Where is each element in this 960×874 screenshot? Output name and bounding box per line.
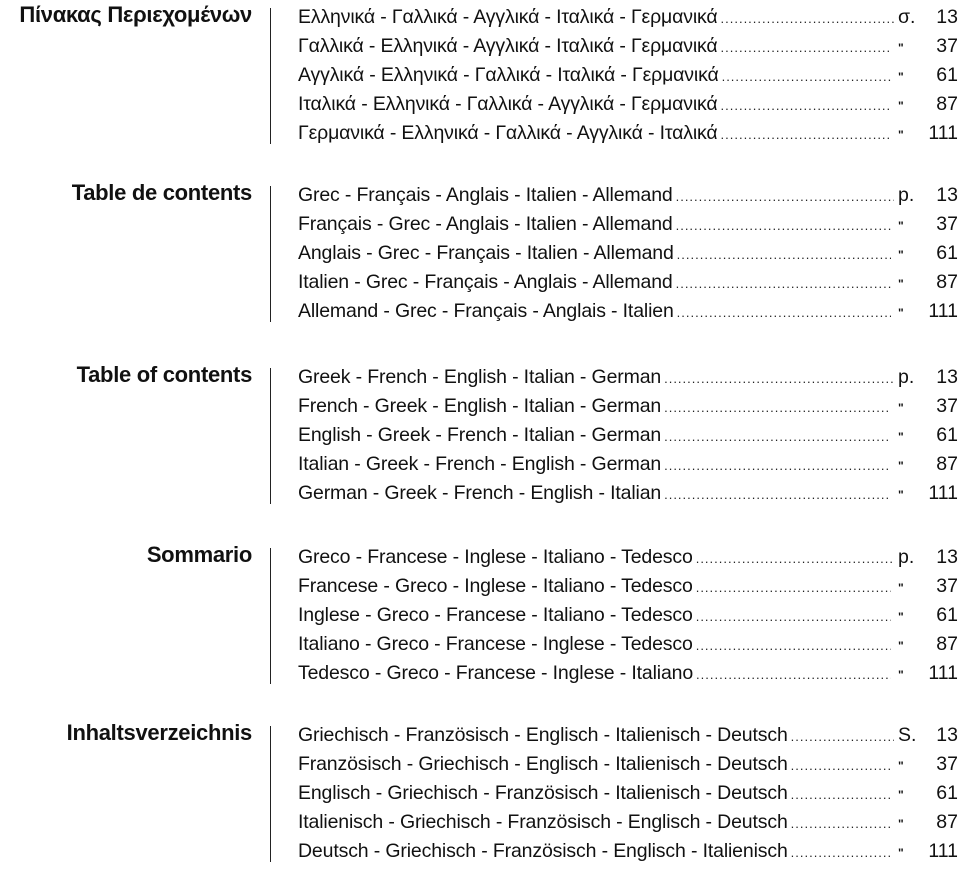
toc-entry[interactable] (298, 453, 958, 482)
page-number: 37 (936, 35, 958, 57)
dot-leader (664, 397, 891, 419)
section-heading: Inhaltsverzeichnis (66, 720, 252, 745)
entry-title: Ελληνικά - Γαλλικά - Αγγλικά - Ιταλικά - Γερμανικά (298, 6, 718, 28)
section-heading: Πίνακας Περιεχομένων (19, 2, 252, 27)
page-number: 13 (936, 546, 958, 568)
dot-leader (791, 784, 891, 806)
toc-entry[interactable] (298, 424, 958, 453)
toc-entry[interactable] (298, 546, 958, 575)
entry-title: Tedesco - Greco - Francese - Inglese - Italiano (298, 662, 694, 684)
page-number: 111 (928, 840, 958, 862)
ditto-mark: " (898, 459, 904, 473)
dot-leader (721, 37, 891, 59)
toc-entry[interactable] (298, 633, 958, 662)
entry-title: Ιταλικά - Ελληνικά - Γαλλικά - Αγγλικά - Γερμανικά (298, 93, 718, 115)
ditto-mark: " (898, 219, 904, 233)
toc-entry[interactable] (298, 482, 958, 511)
dot-leader (721, 8, 894, 30)
page-number: 111 (928, 482, 958, 504)
entry-title: Italien - Grec - Français - Anglais - Allemand (298, 271, 673, 293)
vertical-divider (270, 548, 271, 684)
page-prefix: S. (898, 724, 917, 746)
ditto-mark: " (898, 759, 904, 773)
dot-leader (676, 273, 891, 295)
page-prefix: p. (898, 366, 915, 388)
page-number: 87 (936, 453, 958, 475)
page-number: 61 (936, 242, 958, 264)
page-prefix: p. (898, 184, 915, 206)
ditto-mark: " (898, 610, 904, 624)
ditto-mark: " (898, 70, 904, 84)
entry-list (298, 366, 958, 511)
toc-entry[interactable] (298, 35, 958, 64)
toc-entry[interactable] (298, 93, 958, 122)
vertical-divider (270, 186, 271, 322)
ditto-mark: " (898, 99, 904, 113)
entry-title: Αγγλικά - Ελληνικά - Γαλλικά - Ιταλικά - Γερμανικά (298, 64, 719, 86)
dot-leader (722, 66, 891, 88)
entry-title: Greek - French - English - Italian - German (298, 366, 662, 388)
page-number: 87 (936, 633, 958, 655)
page-number: 37 (936, 753, 958, 775)
entry-title: Italiano - Greco - Francese - Inglese - Tedesco (298, 633, 693, 655)
page-number: 61 (936, 604, 958, 626)
toc-entry[interactable] (298, 662, 958, 691)
toc-entry[interactable] (298, 122, 958, 151)
toc-entry[interactable] (298, 64, 958, 93)
page-prefix: p. (898, 546, 915, 568)
ditto-mark: " (898, 581, 904, 595)
dot-leader (676, 186, 894, 208)
toc-entry[interactable] (298, 184, 958, 213)
entry-list (298, 6, 958, 151)
ditto-mark: " (898, 401, 904, 415)
ditto-mark: " (898, 817, 904, 831)
dot-leader (696, 635, 891, 657)
dot-leader (664, 426, 891, 448)
toc-section-italian (0, 542, 960, 696)
toc-section-english (0, 362, 960, 516)
page-number: 37 (936, 575, 958, 597)
entry-title: Französisch - Griechisch - Englisch - Italienisch - Deutsch (298, 753, 788, 775)
vertical-divider (270, 726, 271, 862)
page-number: 61 (936, 64, 958, 86)
vertical-divider (270, 8, 271, 144)
ditto-mark: " (898, 306, 904, 320)
page-number: 13 (936, 724, 958, 746)
entry-title: Italian - Greek - French - English - German (298, 453, 662, 475)
toc-entry[interactable] (298, 366, 958, 395)
page-number: 37 (936, 213, 958, 235)
dot-leader (696, 577, 891, 599)
entry-list (298, 546, 958, 691)
ditto-mark: " (898, 846, 904, 860)
dot-leader (664, 368, 894, 390)
entry-title: French - Greek - English - Italian - German (298, 395, 662, 417)
toc-entry[interactable] (298, 782, 958, 811)
dot-leader (696, 548, 894, 570)
toc-entry[interactable] (298, 300, 958, 329)
ditto-mark: " (898, 248, 904, 262)
page-number: 61 (936, 424, 958, 446)
dot-leader (721, 124, 891, 146)
entry-title: Francese - Greco - Inglese - Italiano - Tedesco (298, 575, 693, 597)
toc-entry[interactable] (298, 575, 958, 604)
dot-leader (791, 842, 891, 864)
ditto-mark: " (898, 639, 904, 653)
toc-entry[interactable] (298, 811, 958, 840)
toc-entry[interactable] (298, 724, 958, 753)
toc-entry[interactable] (298, 242, 958, 271)
dot-leader (677, 244, 891, 266)
entry-title: Grec - Français - Anglais - Italien - Allemand (298, 184, 673, 206)
entry-title: Italienisch - Griechisch - Französisch - Englisch - Deutsch (298, 811, 788, 833)
dot-leader (721, 95, 891, 117)
entry-title: Français - Grec - Anglais - Italien - Allemand (298, 213, 673, 235)
ditto-mark: " (898, 668, 904, 682)
page-number: 87 (936, 271, 958, 293)
entry-title: Englisch - Griechisch - Französisch - Italienisch - Deutsch (298, 782, 788, 804)
entry-title: Allemand - Grec - Français - Anglais - Italien (298, 300, 674, 322)
dot-leader (676, 215, 891, 237)
toc-entry[interactable] (298, 395, 958, 424)
ditto-mark: " (898, 430, 904, 444)
entry-title: German - Greek - French - English - Italian (298, 482, 662, 504)
toc-entry[interactable] (298, 604, 958, 633)
section-heading: Table of contents (76, 362, 252, 387)
toc-entry[interactable] (298, 213, 958, 242)
page-number: 111 (928, 662, 958, 684)
dot-leader (664, 455, 891, 477)
section-heading: Sommario (146, 542, 252, 567)
dot-leader (791, 755, 891, 777)
ditto-mark: " (898, 128, 904, 142)
page-prefix: σ. (898, 6, 916, 28)
toc-entry[interactable] (298, 6, 958, 35)
entry-title: Anglais - Grec - Français - Italien - Allemand (298, 242, 674, 264)
section-heading: Table de contents (71, 180, 252, 205)
entry-title: Griechisch - Französisch - Englisch - Italienisch - Deutsch (298, 724, 788, 746)
page-number: 13 (936, 6, 958, 28)
entry-title: Inglese - Greco - Francese - Italiano - Tedesco (298, 604, 693, 626)
entry-title: Deutsch - Griechisch - Französisch - Englisch - Italienisch (298, 840, 788, 862)
dot-leader (664, 484, 891, 506)
toc-entry[interactable] (298, 753, 958, 782)
entry-title: English - Greek - French - Italian - German (298, 424, 662, 446)
dot-leader (677, 302, 891, 324)
toc-section-greek (0, 2, 960, 156)
ditto-mark: " (898, 41, 904, 55)
page-number: 87 (936, 811, 958, 833)
toc-section-french (0, 180, 960, 334)
dot-leader (791, 726, 894, 748)
toc-entry[interactable] (298, 271, 958, 300)
toc-entry[interactable] (298, 840, 958, 869)
entry-list (298, 724, 958, 869)
entry-list (298, 184, 958, 329)
entry-title: Greco - Francese - Inglese - Italiano - Tedesco (298, 546, 693, 568)
toc-section-german (0, 720, 960, 874)
page-number: 61 (936, 782, 958, 804)
page-number: 13 (936, 366, 958, 388)
ditto-mark: " (898, 488, 904, 502)
dot-leader (696, 664, 891, 686)
ditto-mark: " (898, 277, 904, 291)
dot-leader (696, 606, 891, 628)
vertical-divider (270, 368, 271, 504)
page-number: 37 (936, 395, 958, 417)
page-number: 87 (936, 93, 958, 115)
ditto-mark: " (898, 788, 904, 802)
page-number: 13 (936, 184, 958, 206)
entry-title: Γαλλικά - Ελληνικά - Αγγλικά - Ιταλικά - Γερμανικά (298, 35, 718, 57)
page-number: 111 (928, 300, 958, 322)
dot-leader (791, 813, 891, 835)
entry-title: Γερμανικά - Ελληνικά - Γαλλικά - Αγγλικά - Ιταλικά (298, 122, 718, 144)
page-number: 111 (928, 122, 958, 144)
